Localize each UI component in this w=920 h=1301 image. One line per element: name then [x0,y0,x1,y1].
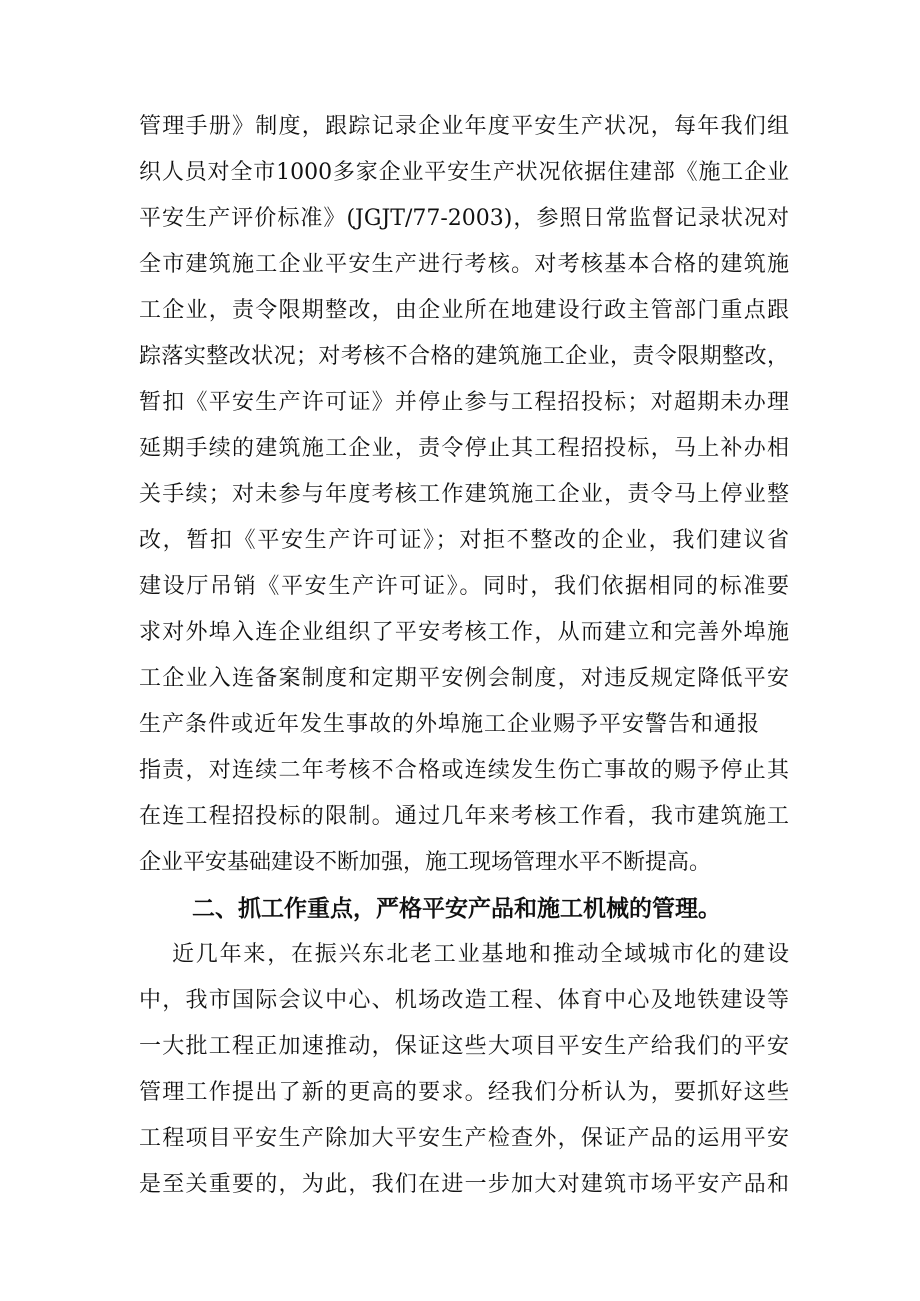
paragraph-line: 是至关重要的，为此，我们在进一步加大对建筑市场平安产品和 [139,1172,789,1197]
paragraph-line: 踪落实整改状况；对考核不合格的建筑施工企业，责令限期整改， [139,344,789,369]
paragraph-line: 企业平安基础建设不断加强，施工现场管理水平不断提高。 [139,850,712,875]
paragraph-line: 求对外埠入连企业组织了平安考核工作，从而建立和完善外埠施 [139,620,789,645]
paragraph-line: 改，暂扣《平安生产许可证》；对拒不整改的企业，我们建议省 [139,528,789,553]
paragraph-line: 管理工作提出了新的更高的要求。经我们分析认为，要抓好这些 [139,1080,789,1105]
paragraph-line: 建设厅吊销《平安生产许可证》。同时，我们依据相同的标准要 [139,574,789,599]
paragraph-line: 工程项目平安生产除加大平安生产检查外，保证产品的运用平安 [139,1126,789,1151]
paragraph-line: 指责，对连续二年考核不合格或连续发生伤亡事故的赐予停止其 [139,758,789,783]
paragraph-line: 中，我市国际会议中心、机场改造工程、体育中心及地铁建设等 [139,988,789,1013]
paragraph-line: 一大批工程正加速推动，保证这些大项目平安生产给我们的平安 [139,1034,789,1059]
paragraph-line: 生产条件或近年发生事故的外埠施工企业赐予平安警告和通报 [139,712,759,737]
paragraph-line: 关手续；对未参与年度考核工作建筑施工企业，责令马上停业整 [139,482,789,507]
paragraph-line: 工企业入连备案制度和定期平安例会制度，对违反规定降低平安 [139,666,789,691]
paragraph-line: 暂扣《平安生产许可证》并停止参与工程招投标；对超期未办理 [139,390,789,415]
paragraph-line: 平安生产评价标准》(JGJT/77-2003)，参照日常监督记录状况对 [139,206,789,231]
section-heading: 二、抓工作重点，严格平安产品和施工机械的管理。 [192,896,721,922]
paragraph-line: 管理手册》制度，跟踪记录企业年度平安生产状况，每年我们组 [139,114,789,139]
paragraph-line: 全市建筑施工企业平安生产进行考核。对考核基本合格的建筑施 [139,252,789,277]
paragraph-line: 延期手续的建筑施工企业，责令停止其工程招投标，马上补办相 [139,436,789,461]
paragraph-line: 织人员对全市1000多家企业平安生产状况依据住建部《施工企业 [139,160,789,185]
paragraph-line: 工企业，责令限期整改，由企业所在地建设行政主管部门重点跟 [139,298,789,323]
paragraph-line: 近几年来，在振兴东北老工业基地和推动全域城市化的建设 [172,942,789,967]
paragraph-line: 在连工程招投标的限制。通过几年来考核工作看，我市建筑施工 [139,804,789,829]
